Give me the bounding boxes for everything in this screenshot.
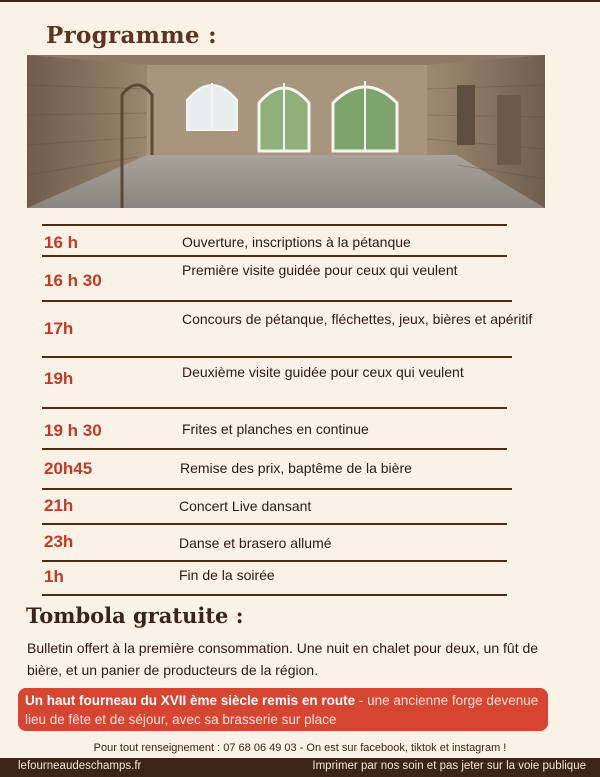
schedule-time: 19 h 30 (44, 421, 102, 440)
separator-line (42, 356, 512, 358)
schedule-time: 23h (44, 532, 74, 551)
website-link[interactable]: lefourneaudeschamps.fr (18, 760, 142, 772)
schedule-time: 16 h 30 (44, 271, 102, 290)
schedule-time: 21h (44, 496, 74, 515)
page-title: Programme : (46, 22, 217, 49)
schedule-description: Fin de la soirée (179, 567, 275, 583)
tombola-title: Tombola gratuite : (26, 603, 244, 628)
separator-line (42, 255, 507, 257)
separator-line (42, 448, 507, 450)
separator-line (42, 560, 507, 562)
separator-line (42, 488, 512, 490)
venue-photo (27, 55, 545, 208)
print-notice: Imprimer par nos soin et pas jeter sur la voie publique (312, 760, 586, 772)
separator-line (42, 523, 507, 525)
banner-rest-text: - une ancienne forge devenue lieu de fête et de séjour, avec sa brasserie sur place (25, 693, 539, 727)
schedule-description: Frites et planches en continue (182, 421, 369, 437)
separator-line (42, 594, 507, 596)
schedule-time: 19h (44, 369, 74, 388)
schedule-description: Première visite guidée pour ceux qui veulent (182, 262, 458, 278)
schedule-description: Ouverture, inscriptions à la pétanque (182, 234, 411, 250)
schedule-description: Deuxième visite guidée pour ceux qui veulent (182, 364, 464, 380)
schedule-description: Concours de pétanque, fléchettes, jeux, bières et apéritif (182, 311, 533, 327)
schedule-time: 20h45 (44, 459, 93, 478)
banner-text (25, 691, 545, 729)
schedule-time: 1h (44, 567, 64, 586)
separator-line (42, 224, 507, 226)
top-border (0, 0, 600, 18)
tombola-text: Bulletin offert à la première consommation. Une nuit en chalet pour deux, un fût de bière, et un panier de producteurs de la région. (27, 640, 539, 678)
schedule-description: Danse et brasero allumé (179, 535, 332, 551)
banner-bold-text: Un haut fourneau du XVII ème siècle remis en route (25, 693, 356, 708)
separator-line (42, 300, 512, 302)
separator-line (42, 407, 507, 409)
schedule-time: 16 h (44, 233, 79, 252)
schedule-time: 17h (44, 319, 74, 338)
schedule-description: Remise des prix, baptême de la bière (180, 460, 412, 476)
contact-line: Pour tout renseignement : 07 68 06 49 03 - On est sur facebook, tiktok et instagram ! (93, 742, 507, 754)
schedule-description: Concert Live dansant (179, 498, 312, 514)
